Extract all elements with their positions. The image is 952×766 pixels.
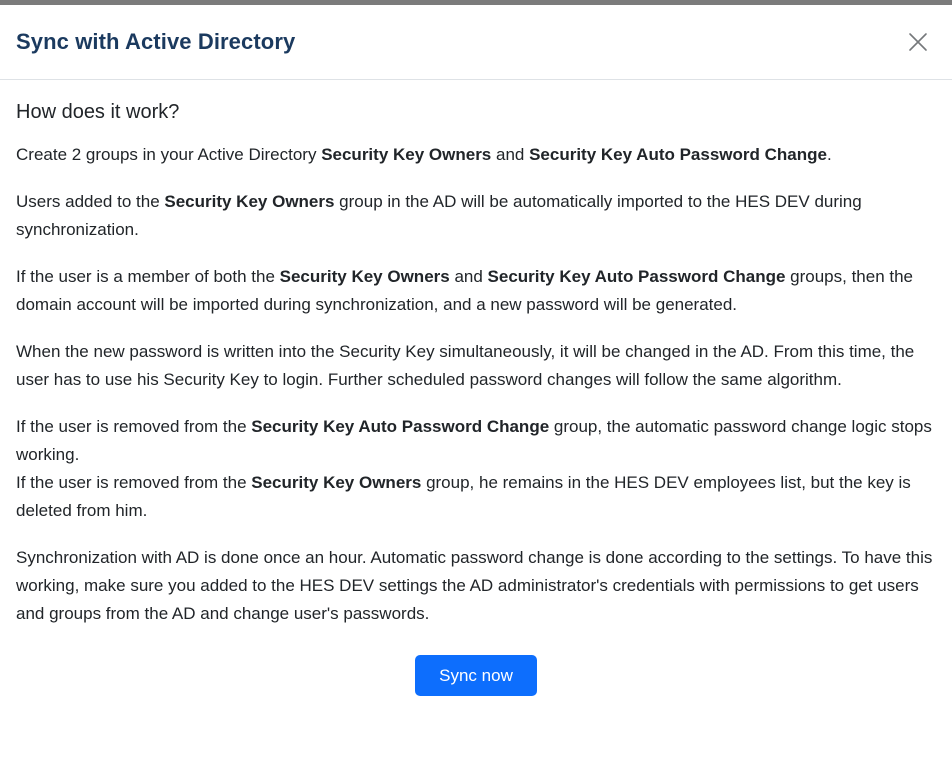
sync-now-button[interactable]: Sync now: [415, 655, 537, 696]
text-segment: If the user is a member of both the: [16, 267, 280, 286]
text-segment-bold: Security Key Owners: [279, 267, 450, 286]
close-button[interactable]: [902, 26, 934, 58]
paragraph: [16, 413, 936, 525]
text-segment: If the user is removed from the: [16, 417, 252, 436]
paragraph: [16, 263, 936, 319]
text-segment: group, he remains in the HES DEV employees list, but the key is deleted from him.: [16, 473, 911, 520]
modal-header: [0, 5, 952, 80]
text-segment-bold: Security Key Owners: [164, 192, 335, 211]
text-segment-bold: Security Key Auto Password Change: [251, 417, 550, 436]
text-segment-bold: Security Key Auto Password Change: [529, 145, 827, 164]
text-segment: If the user is removed from the: [16, 473, 252, 492]
paragraph: [16, 141, 936, 169]
body-paragraphs: [16, 141, 936, 628]
text-segment: and: [491, 145, 530, 164]
text-segment: Synchronization with AD is done once an hour. Automatic password change is done according to the settings. To have this working, make sure you added to the HES DEV settings the AD administrator's credentials with permissions to get users and groups from the AD and change user's passwords.: [16, 548, 933, 623]
text-segment: When the new password is written into the Security Key simultaneously, it will be changed in the AD. From this time, the user has to use his Security Key to login. Further scheduled password changes will follow the same algorithm.: [16, 342, 915, 389]
text-segment: .: [826, 145, 832, 164]
text-segment: Create 2 groups in your Active Directory: [16, 145, 322, 164]
modal-title: Sync with Active Directory: [16, 29, 296, 54]
close-icon: [906, 42, 930, 57]
paragraph: [16, 544, 936, 628]
modal-body: [0, 80, 952, 710]
paragraph: [16, 188, 936, 244]
text-segment-bold: Security Key Owners: [251, 473, 422, 492]
text-segment: Users added to the: [16, 192, 165, 211]
text-segment: and: [449, 267, 488, 286]
text-segment: group in the AD will be automatically imported to the HES DEV during synchronization.: [16, 192, 862, 239]
paragraph: [16, 338, 936, 394]
text-segment: groups, then the domain account will be imported during synchronization, and a new password will be generated.: [16, 267, 914, 314]
text-segment: group, the automatic password change logic stops working.: [16, 417, 932, 464]
modal-footer: [16, 647, 936, 710]
text-segment-bold: Security Key Auto Password Change: [487, 267, 786, 286]
body-heading: How does it work?: [16, 101, 180, 123]
text-segment-bold: Security Key Owners: [321, 145, 492, 164]
